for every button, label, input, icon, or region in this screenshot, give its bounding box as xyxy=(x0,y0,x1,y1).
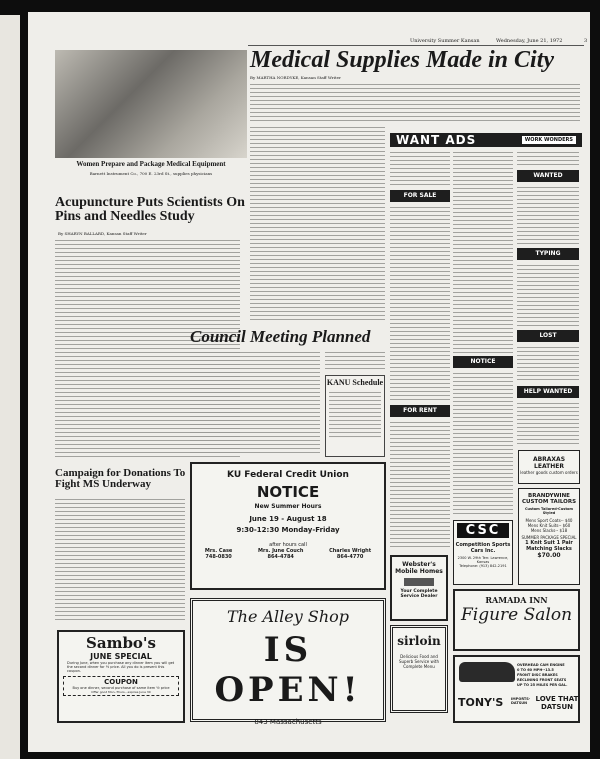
ad-sirloin xyxy=(390,625,448,713)
classified-text xyxy=(517,401,579,446)
websters-name: Webster's Mobile Homes xyxy=(395,561,443,575)
byline-acupuncture: By SHARYN BALLARD, Kansan Staff Writer xyxy=(58,231,147,236)
datsun-car-image xyxy=(459,662,515,682)
brandywine-item: Mens Knit Suits-- $60 xyxy=(527,523,571,528)
section-typing: TYPING xyxy=(517,248,579,260)
byline-medical: By MARTHA NORDYKE, Kansan Staff Writer xyxy=(250,75,341,80)
ku-hours: 9:30-12:30 Monday-Friday xyxy=(236,526,340,534)
ramada-name: RAMADA INN xyxy=(485,595,548,605)
factory-photo xyxy=(55,50,247,158)
section-for-rent: FOR RENT xyxy=(390,405,450,417)
csc-phone: Telephone: (913) 842-2191 xyxy=(459,564,507,568)
photo-caption: Women Prepare and Package Medical Equipment xyxy=(76,160,226,168)
brandywine-package: SUMMER PACKAGE SPECIAL xyxy=(521,535,577,540)
ad-tonys-datsun xyxy=(453,655,580,723)
kanu-title: KANU Schedule xyxy=(326,378,384,387)
want-ads-title: WANT ADS xyxy=(396,133,477,147)
article-medical-body xyxy=(250,82,580,122)
tonys-feature: FRONT DISC BRAKES xyxy=(517,673,558,677)
ku-dates: June 19 - August 18 xyxy=(249,515,327,523)
mobile-home-icon xyxy=(404,578,434,586)
ku-after-hours: after hours call xyxy=(269,542,307,548)
sambos-logo: Sambo's xyxy=(86,634,156,652)
tonys-feature: UP TO 25 MILES PER GAL. xyxy=(517,683,568,687)
sambos-coupon-text: Buy one dinner, second purchase of same item ½ price xyxy=(72,686,170,690)
sambos-coupon-title: COUPON xyxy=(104,678,138,686)
want-ads-tag: WORK WONDERS xyxy=(522,136,576,144)
abraxas-text: leather goods custom orders xyxy=(520,470,578,475)
ku-contact: Charles Wright 864-4770 xyxy=(329,548,372,560)
classified-text xyxy=(517,150,579,168)
article-campaign-body xyxy=(55,497,185,620)
headline-acupuncture: Acupuncture Puts Scientists On Pins and Needles Study xyxy=(55,195,245,224)
ad-sambos xyxy=(57,630,185,723)
masthead-date: Wednesday, June 21, 1972 xyxy=(496,38,563,44)
classified-text xyxy=(390,205,450,400)
sirloin-name: sirloin xyxy=(397,634,441,648)
classified-text xyxy=(517,345,579,383)
brandywine-item: Mens Sport Coats-- $40 xyxy=(525,518,573,523)
classified-text xyxy=(390,150,450,188)
ad-brandywine xyxy=(518,488,580,585)
section-help-wanted: HELP WANTED xyxy=(517,386,579,398)
headline-medical: Medical Supplies Made in City xyxy=(250,47,555,73)
masthead-rule xyxy=(248,45,584,46)
page-number: 3 xyxy=(584,38,588,44)
ramada-salon: Figure Salon xyxy=(460,605,573,625)
brandywine-item: Mens Slacks-- $18 xyxy=(530,528,568,533)
csc-address: 2300 W. 29th Terr. Lawrence, Kansas xyxy=(457,556,509,564)
tonys-feature: RECLINING FRONT SEATS xyxy=(517,678,567,682)
alley-open: IS OPEN! xyxy=(214,630,362,710)
tonys-feature: OVERHEAD CAM ENGINE xyxy=(517,663,565,667)
tonys-features xyxy=(517,663,567,688)
brandywine-offer: 1 Knit Suit 1 Pair Matching Slacks xyxy=(525,540,573,552)
want-ads-banner xyxy=(390,133,582,147)
tonys-sub: IMPORTS-DATSUN xyxy=(511,697,531,705)
ku-sub: New Summer Hours xyxy=(254,503,322,510)
ku-contact: Mrs. Case 748-0830 xyxy=(204,548,233,560)
csc-name: Competition Sports Cars Inc. xyxy=(455,542,511,554)
headline-council: Council Meeting Planned xyxy=(190,327,371,346)
masthead-paper: University Summer Kansan xyxy=(410,38,480,44)
section-notice: NOTICE xyxy=(453,356,513,368)
ku-title: KU Federal Credit Union xyxy=(227,470,349,480)
article-council-body xyxy=(190,350,320,455)
tonys-name: TONY'S xyxy=(458,696,504,709)
ad-ku-credit-union xyxy=(190,462,386,590)
tonys-feature: 0 TO 60 MPH--13.5 xyxy=(517,668,554,672)
photo-credit: Barnett Instrument Co., 700 E. 23rd St., supplies physicians xyxy=(89,171,213,176)
ad-abraxas xyxy=(518,450,580,484)
kanu-listings xyxy=(329,390,381,438)
ad-ramada xyxy=(453,589,580,651)
sambos-special: JUNE SPECIAL xyxy=(90,652,152,661)
article-medical-body-cont xyxy=(250,125,385,320)
csc-logo: CSC xyxy=(457,523,509,538)
alley-name: The Alley Shop xyxy=(226,607,350,626)
ad-csc xyxy=(453,520,513,585)
abraxas-name: ABRAXAS LEATHER xyxy=(532,456,566,470)
sambos-text: During June, when you purchase any dinner item you will get the second dinner for ½ price. All you do is present this coupon. xyxy=(67,661,175,673)
ad-websters xyxy=(390,555,448,621)
section-lost: LOST xyxy=(517,330,579,342)
sambos-coupon[interactable] xyxy=(63,676,179,696)
classified-text xyxy=(453,150,513,353)
brandywine-price: $70.00 xyxy=(537,552,561,559)
article-council-body-cont xyxy=(325,350,385,372)
classified-text xyxy=(517,263,579,328)
classified-text xyxy=(453,371,513,516)
section-wanted: WANTED xyxy=(517,170,579,182)
section-for-sale: FOR SALE xyxy=(390,190,450,202)
classified-text xyxy=(517,185,579,245)
brandywine-name: BRANDYWINE CUSTOM TAILORS xyxy=(521,493,577,505)
tonys-slogan: LOVE THAT DATSUN xyxy=(535,695,579,711)
ku-notice: NOTICE xyxy=(256,483,320,501)
alley-address: 843 Massachusetts xyxy=(254,718,322,726)
sambos-coupon-note: Offer good Mon.-Thurs., expires June 30 xyxy=(91,690,151,694)
sirloin-text: Delicious Food and Superb Service with Complete Menu xyxy=(398,654,440,669)
ad-alley-shop xyxy=(190,598,386,726)
ku-contact: Mrs. June Couch 864-4784 xyxy=(258,548,304,560)
kanu-schedule-box xyxy=(325,375,385,457)
headline-campaign: Campaign for Donations To Fight MS Underway xyxy=(55,467,186,490)
websters-tag: Your Complete Service Dealer xyxy=(400,589,438,599)
classified-text xyxy=(390,420,450,550)
adjacent-page-edge xyxy=(0,15,20,759)
brandywine-line: Custom Tailored-Custom Styled xyxy=(524,507,574,515)
